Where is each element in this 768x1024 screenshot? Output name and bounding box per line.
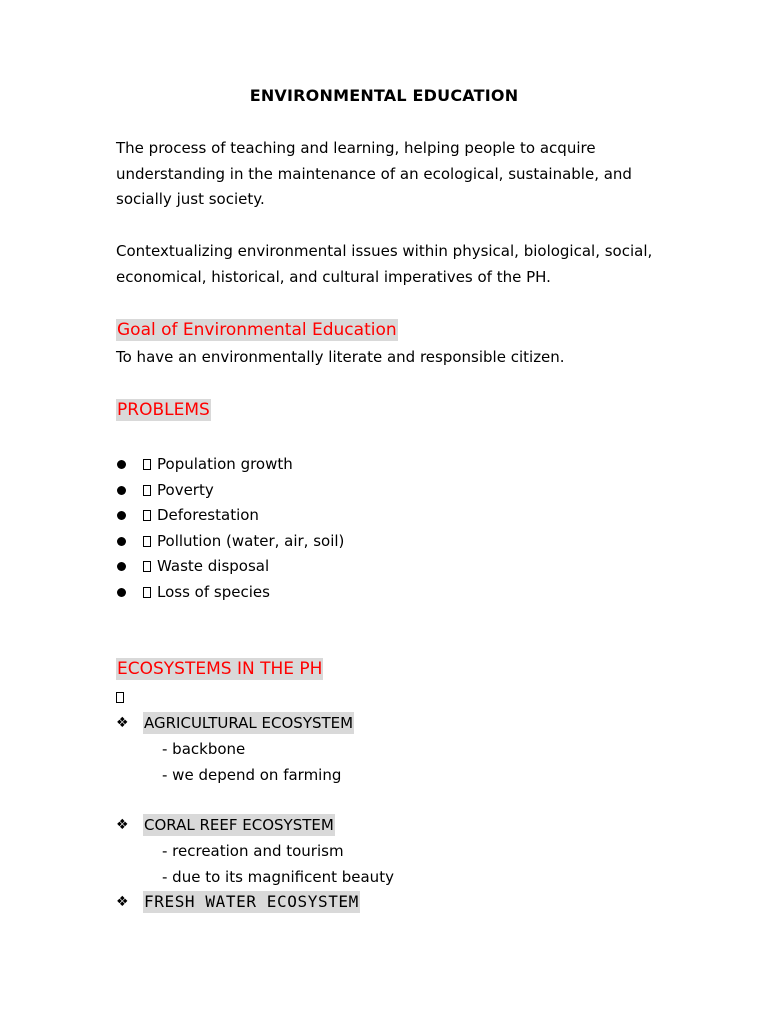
diamond-bullet-icon: ❖ [116, 894, 129, 910]
ecosystem-detail: - due to its magnificent beauty [162, 868, 394, 886]
problem-label: Population growth [157, 455, 293, 473]
diamond-bullet-icon: ❖ [116, 715, 129, 731]
ecosystem-detail: - backbone [162, 740, 246, 758]
bullet-dot-icon [117, 537, 126, 546]
context-paragraph: Contextualizing environmental issues within physical, biological, social, economical, historical, and cultural imperatives of the PH. [116, 242, 653, 286]
ecosystem-label: CORAL REEF ECOSYSTEM [144, 816, 334, 834]
missing-glyph-icon [143, 561, 151, 572]
problem-label: Waste disposal [157, 557, 270, 576]
missing-glyph-icon [143, 536, 151, 547]
goal-text: To have an environmentally literate and responsible citizen. [116, 348, 565, 366]
missing-glyph-icon [143, 587, 151, 598]
missing-glyph-icon [143, 510, 151, 521]
ecosystem-label: FRESH WATER ECOSYSTEM [144, 892, 359, 911]
bullet-dot-icon [117, 460, 126, 469]
problems-heading: PROBLEMS [117, 400, 210, 420]
ecosystems-heading: ECOSYSTEMS IN THE PH [117, 659, 323, 679]
problem-label: Loss of species [157, 582, 270, 601]
problem-label: Poverty [157, 480, 214, 499]
ecosystem-detail: - recreation and tourism [162, 842, 344, 860]
bullet-dot-icon [117, 486, 126, 495]
bullet-dot-icon [117, 588, 126, 597]
bullet-dot-icon [117, 562, 126, 571]
missing-glyph-icon [143, 459, 151, 470]
intro-paragraph: The process of teaching and learning, helping people to acquire understanding in the maintenance of an ecological, sustainable, and socially just society. [116, 139, 632, 209]
ecosystem-detail: - we depend on farming [162, 766, 342, 784]
goal-heading: Goal of Environmental Education [117, 320, 397, 340]
missing-glyph-icon [143, 485, 151, 496]
missing-glyph-icon [116, 692, 124, 703]
problem-label: Pollution (water, air, soil) [157, 531, 345, 550]
bullet-dot-icon [117, 511, 126, 520]
diamond-bullet-icon: ❖ [116, 817, 129, 833]
document-title: ENVIRONMENTAL EDUCATION [249, 86, 519, 105]
ecosystem-label: AGRICULTURAL ECOSYSTEM [144, 714, 354, 732]
problem-label: Deforestation [157, 506, 259, 525]
